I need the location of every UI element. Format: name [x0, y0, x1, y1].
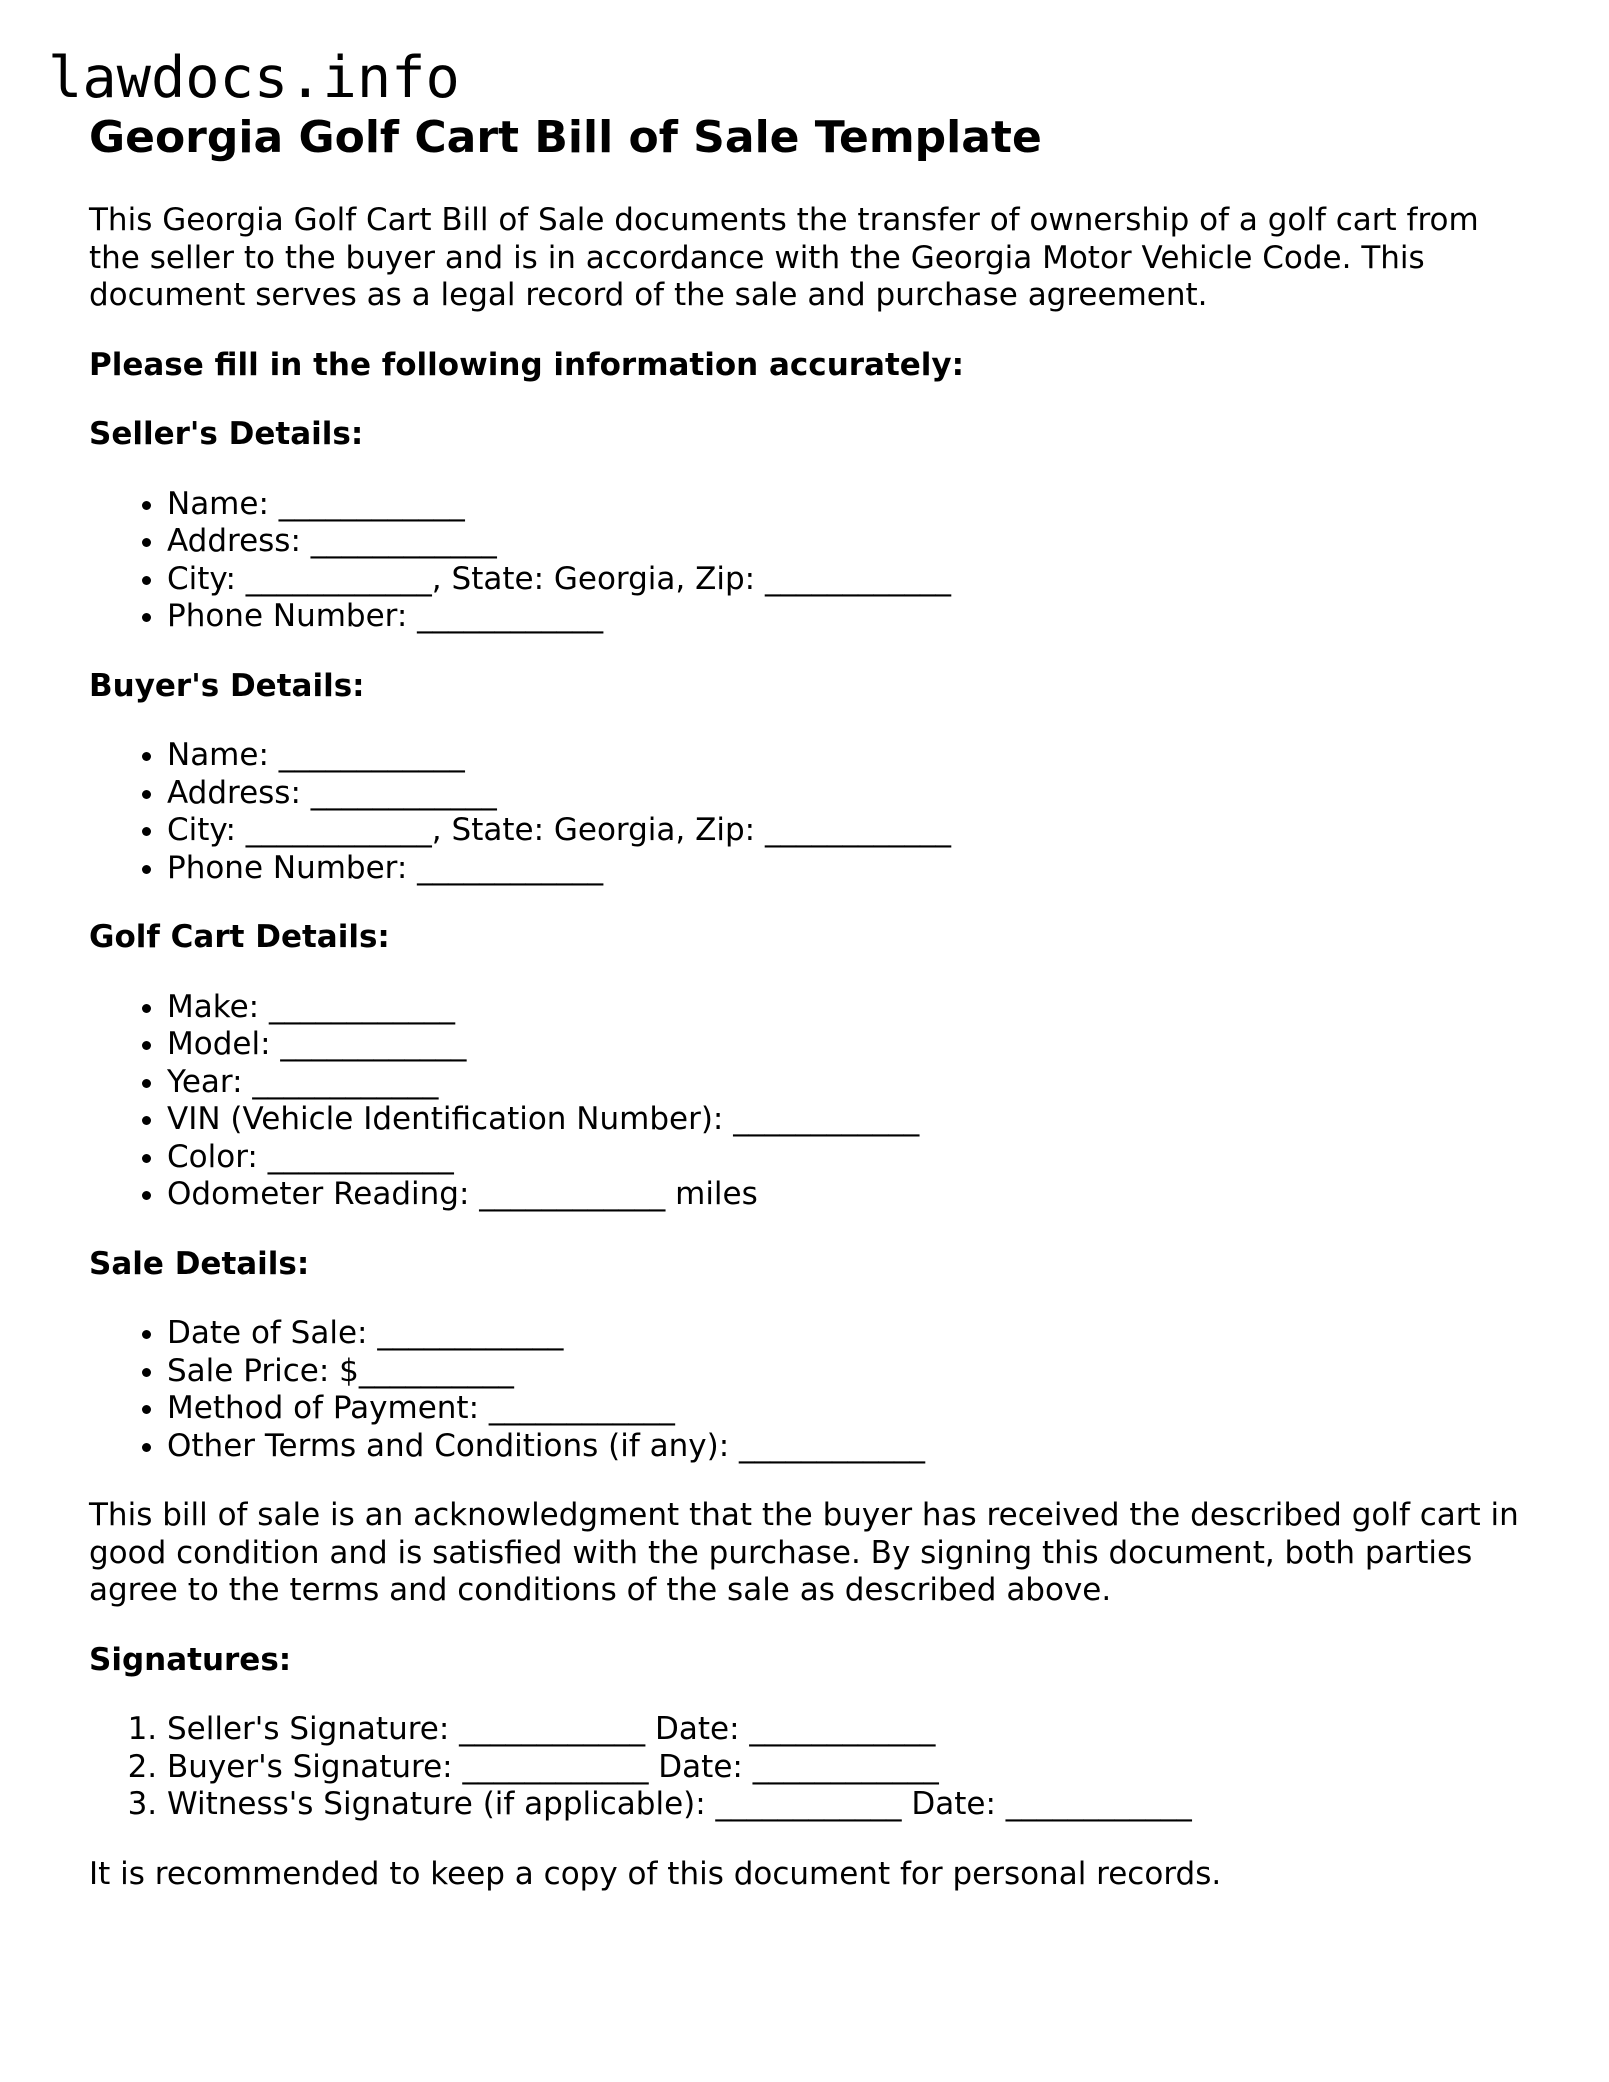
sale-heading: Sale Details:	[89, 1245, 310, 1282]
cart-make-item: • Make: ____________	[167, 989, 1529, 1027]
cart-year-item: • Year: ____________	[167, 1064, 1529, 1102]
witness-signature-item: 3. Witness's Signature (if applicable): ____________ Date: ____________	[167, 1786, 1529, 1824]
sale-terms-item: • Other Terms and Conditions (if any): ____________	[167, 1428, 1529, 1466]
cart-odometer-item: • Odometer Reading: ____________ miles	[167, 1176, 1529, 1214]
sale-details-list	[89, 1315, 1529, 1465]
cart-model-item: • Model: ____________	[167, 1026, 1529, 1064]
buyer-address-item: • Address: ____________	[167, 775, 1529, 813]
signatures-list	[89, 1711, 1529, 1824]
sale-payment-item: • Method of Payment: ____________	[167, 1390, 1529, 1428]
buyer-phone-item: • Phone Number: ____________	[167, 850, 1529, 888]
buyer-heading: Buyer's Details:	[89, 667, 365, 704]
cart-color-item: • Color: ____________	[167, 1139, 1529, 1177]
page-title: Georgia Golf Cart Bill of Sale Template	[89, 112, 1042, 163]
intro-paragraph: This Georgia Golf Cart Bill of Sale documents the transfer of ownership of a golf cart from the seller to the buyer and is in accordance with the Georgia Motor Vehicle Code. This document serves as a legal record of the sale and purchase agreement.	[89, 202, 1479, 313]
document-body	[89, 112, 1529, 1925]
instruction-text: Please fill in the following information accurately:	[89, 346, 965, 383]
seller-name-item: • Name: ____________	[167, 486, 1529, 524]
sale-date-item: • Date of Sale: ____________	[167, 1315, 1529, 1353]
sale-price-item: • Sale Price: $__________	[167, 1353, 1529, 1391]
golf-cart-details-list	[89, 989, 1529, 1214]
cart-vin-item: • VIN (Vehicle Identification Number): ____________	[167, 1101, 1529, 1139]
site-brand: lawdocs.info	[48, 45, 460, 111]
buyer-city-item: • City: ____________, State: Georgia, Zip: ____________	[167, 812, 1529, 850]
buyer-name-item: • Name: ____________	[167, 737, 1529, 775]
seller-details-list	[89, 486, 1529, 636]
seller-signature-item: 1. Seller's Signature: ____________ Date: ____________	[167, 1711, 1529, 1749]
seller-heading: Seller's Details:	[89, 416, 364, 452]
acknowledgment-paragraph: This bill of sale is an acknowledgment that the buyer has received the described golf cart in good condition and is satisfied with the purchase. By signing this document, both parties agree to the terms and conditions of the sale as described above.	[89, 1497, 1519, 1608]
seller-address-item: • Address: ____________	[167, 523, 1529, 561]
golf-cart-heading: Golf Cart Details:	[89, 919, 390, 955]
seller-phone-item: • Phone Number: ____________	[167, 598, 1529, 636]
signatures-heading: Signatures:	[89, 1641, 292, 1678]
buyer-signature-item: 2. Buyer's Signature: ____________ Date: ____________	[167, 1749, 1529, 1787]
closing-paragraph: It is recommended to keep a copy of this document for personal records.	[89, 1855, 1222, 1892]
buyer-details-list	[89, 737, 1529, 887]
seller-city-item: • City: ____________, State: Georgia, Zip: ____________	[167, 561, 1529, 599]
